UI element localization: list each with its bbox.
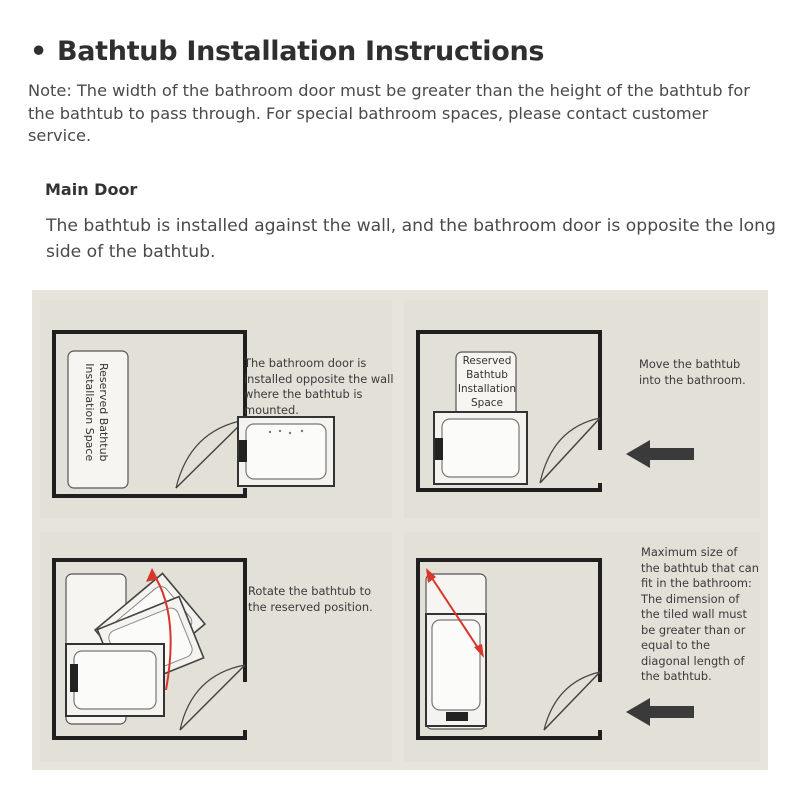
- step-3-text: Rotate the bathtub to the reserved position.: [248, 584, 373, 614]
- installation-note: Note: The width of the bathroom door must be greater than the height of the bathtub for the bathtub to pass through. For special bathroom spaces, please contact customer service.: [28, 81, 750, 145]
- step-4-text: Maximum size of the bathtub that can fit in the bathroom: The dimension of the tiled wall must be greater than or equal to the diagonal length of the bathtub.: [641, 545, 759, 683]
- step-2-text: Move the bathtub into the bathroom.: [639, 357, 746, 387]
- step-3-panel: [40, 532, 392, 762]
- section-subheading: Main Door: [45, 180, 138, 199]
- step-2-panel: [404, 300, 760, 518]
- title-text: Bathtub Installation Instructions: [56, 36, 545, 67]
- title-bullet: •: [30, 36, 47, 67]
- page-title: [30, 36, 544, 67]
- section-description: The bathtub is installed against the wall, and the bathroom door is opposite the long side of the bathtub.: [46, 216, 776, 262]
- step-3-floorplan: [40, 532, 392, 762]
- step-1-panel: [40, 300, 392, 518]
- step-1-reserved-label: Reserved Bathtub Installation Space: [83, 363, 110, 462]
- step-1-text: The bathroom door is installed opposite the wall where the bathtub is mounted.: [244, 356, 394, 417]
- step-2-reserved-label: Reserved Bathtub Installation Space: [457, 355, 517, 409]
- step-4-panel: [404, 532, 760, 762]
- instruction-diagram-board: [32, 290, 768, 770]
